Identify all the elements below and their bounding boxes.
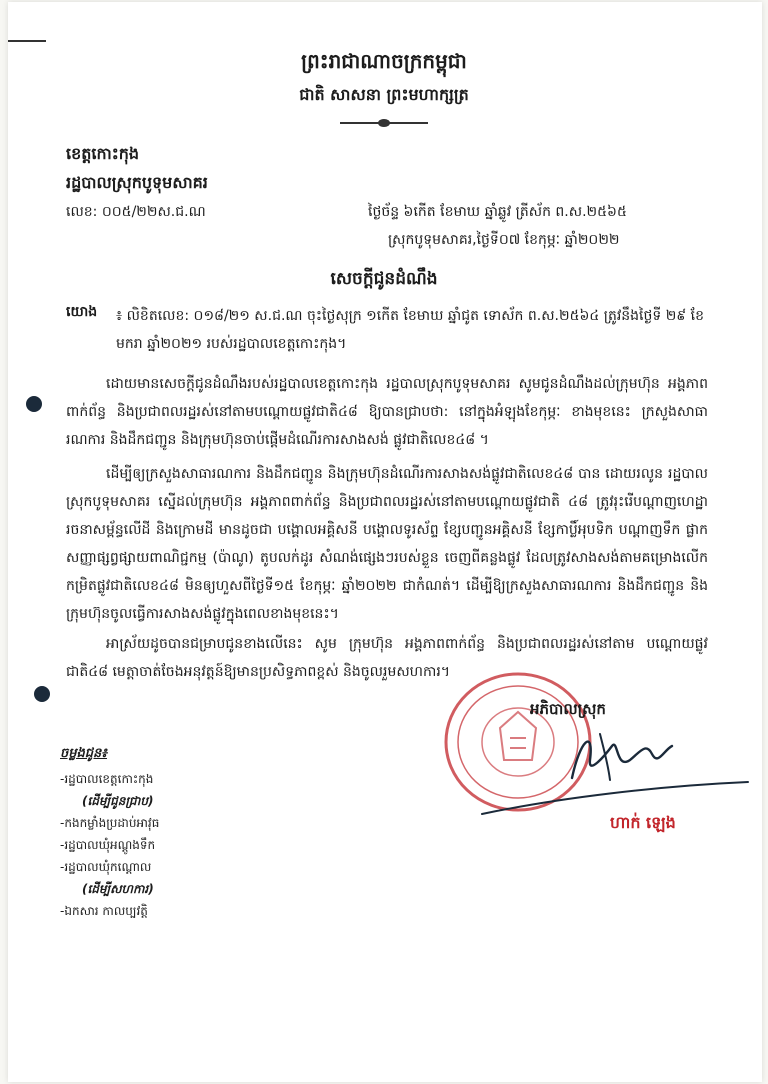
signatory-title: អភិបាលស្រុក: [530, 700, 606, 718]
national-motto: ជាតិ សាសនា ព្រះមហាក្សត្រ: [299, 85, 469, 104]
punch-hole: [34, 686, 50, 702]
copy-purpose-note: (ដើម្បីជូនជ្រាប): [82, 794, 154, 808]
kingdom-heading: ព្រះរាជាណាចក្រកម្ពុជា: [301, 49, 467, 73]
divider-ornament: [340, 122, 428, 124]
body-paragraph-2: ដើម្បីឲ្យក្រសួងសាធារណការ និងដឹកជញ្ជូន និងក្រុមហ៊ុនដំណើរការសាងសង់ផ្លូវជាតិលេខ៤៨ បាន ដោយរលូន រដ្ឋបាលស្រុកបូទុមសាគរ ស្នើដល់ក្រុមហ៊ុន អង្គភាពពាក់ព័ន្ធ និងប្រជាពលរដ្ឋរស់នៅតាមបណ្តោយផ្លូវជាតិ ៤៨ ត្រូវរុះរើបណ្តាញហេដ្ឋារចនាសម្ព័ន្ធលើដី និងក្រោមដី មានដូចជា បង្គោលអគ្គិសនី បង្គោលទូរស័ព្ទ ខ្សែបញ្ជូនអគ្គិសនី ខ្សែកាប្លិ៍អុបទិក បណ្តាញទឹក ផ្លាកសញ្ញាផ្សព្វផ្សាយពាណិជ្ជកម្ម (ប៉ាណូ) តូបលក់ដូរ សំណង់ផ្សេងៗរបស់ខ្លួន ចេញពីគន្លងផ្លូវ ដែលត្រូវសាងសង់តាមគម្រោងលើកកម្រិតផ្លូវជាតិលេខ៤៨ មិនឲ្យហួសពីថ្ងៃទី១៥ ខែកុម្ភៈ ឆ្នាំ២០២២ ជាកំណត់។ ដើម្បីឱ្យក្រសួងសាធារណការ និងដឹកជញ្ជូន និងក្រុមហ៊ុនចូលធ្វើការសាងសង់ផ្លូវក្នុងពេលខាងមុខនេះ។: [66, 466, 708, 622]
copy-recipient: -រដ្ឋបាលឃុំកណ្តោល: [60, 860, 152, 874]
reference-text: ៖ លិខិតលេខ: ០១៨/២១ ស.ជ.ណ ចុះថ្ងៃសុក្រ ១កើត ខែមាឃ ឆ្នាំជូត ទោស័ក ព.ស.២៥៦៤ ត្រូវនឹងថ្ងៃទី ២៩ ខែមករា ឆ្នាំ២០២១ របស់រដ្ឋបាលខេត្តកោះកុង។: [116, 308, 704, 352]
edge-mark: [8, 40, 46, 42]
copy-recipient: -កងកម្លាំងប្រដាប់អាវុធ: [60, 816, 160, 830]
lunar-date: ថ្ងៃច័ន្ទ ៦កើត ខែមាឃ ឆ្នាំឆ្លូវ ត្រីស័ក ព.ស.២៥៦៥: [368, 204, 627, 220]
punch-hole: [26, 396, 42, 412]
body-paragraph-3: អាស្រ័យដូចបានជម្រាបជូនខាងលើនេះ សូម ក្រុមហ៊ុន អង្គភាពពាក់ព័ន្ធ និងប្រជាពលរដ្ឋរស់នៅតាម បណ្តោយផ្លូវជាតិ៤៨ មេត្តាចាត់ចែងអនុវត្តន៍ឱ្យមានប្រសិទ្ធភាពខ្ពស់ និងចូលរួមសហការ។: [66, 636, 708, 680]
document-subject: សេចក្តីជូនដំណឹង: [330, 269, 438, 289]
signer-name: ហាក់ ឡេង: [610, 813, 676, 832]
copy-purpose-note: (ដើម្បីសហការ): [82, 882, 154, 896]
copy-recipient: -ឯកសារ កាលប្បវត្តិ: [60, 904, 148, 918]
copies-title: ចម្លងជូន៖: [60, 746, 107, 761]
copy-recipient: -រដ្ឋបាលខេត្តកោះកុង: [60, 772, 154, 786]
reference-number: លេខ: ០០៥/២២ស.ជ.ណ: [66, 204, 206, 220]
issuer-province: ខេត្តកោះកុង: [66, 144, 140, 163]
issuer-district: រដ្ឋបាលស្រុកបូទុមសាគរ: [66, 173, 208, 192]
copies-list: [60, 768, 159, 922]
copy-recipient: -រដ្ឋបាលឃុំអណ្តូងទឹក: [60, 838, 156, 852]
reference-label: យោង: [66, 304, 98, 320]
body-paragraph-1: ដោយមានសេចក្តីជូនដំណឹងរបស់រដ្ឋបាលខេត្តកោះកុង រដ្ឋបាលស្រុកបូទុមសាគរ សូមជូនដំណឹងដល់ក្រុមហ៊ុន អង្គភាពពាក់ព័ន្ធ និងប្រជាពលរដ្ឋរស់នៅតាមបណ្តោយផ្លូវជាតិ៤៨ ឱ្យបានជ្រាបថា: នៅក្នុងអំឡុងខែកុម្ភៈ ខាងមុខនេះ ក្រសួងសាធារណការ និងដឹកជញ្ជូន និងក្រុមហ៊ុនចាប់ផ្តើមដំណើរការសាងសង់ ផ្លូវជាតិលេខ៤៨ ។: [66, 376, 708, 448]
solar-date: ស្រុកបូទុមសាគរ,ថ្ងៃទី០៧ ខែកុម្ភៈ ឆ្នាំ២០២២: [388, 232, 620, 248]
